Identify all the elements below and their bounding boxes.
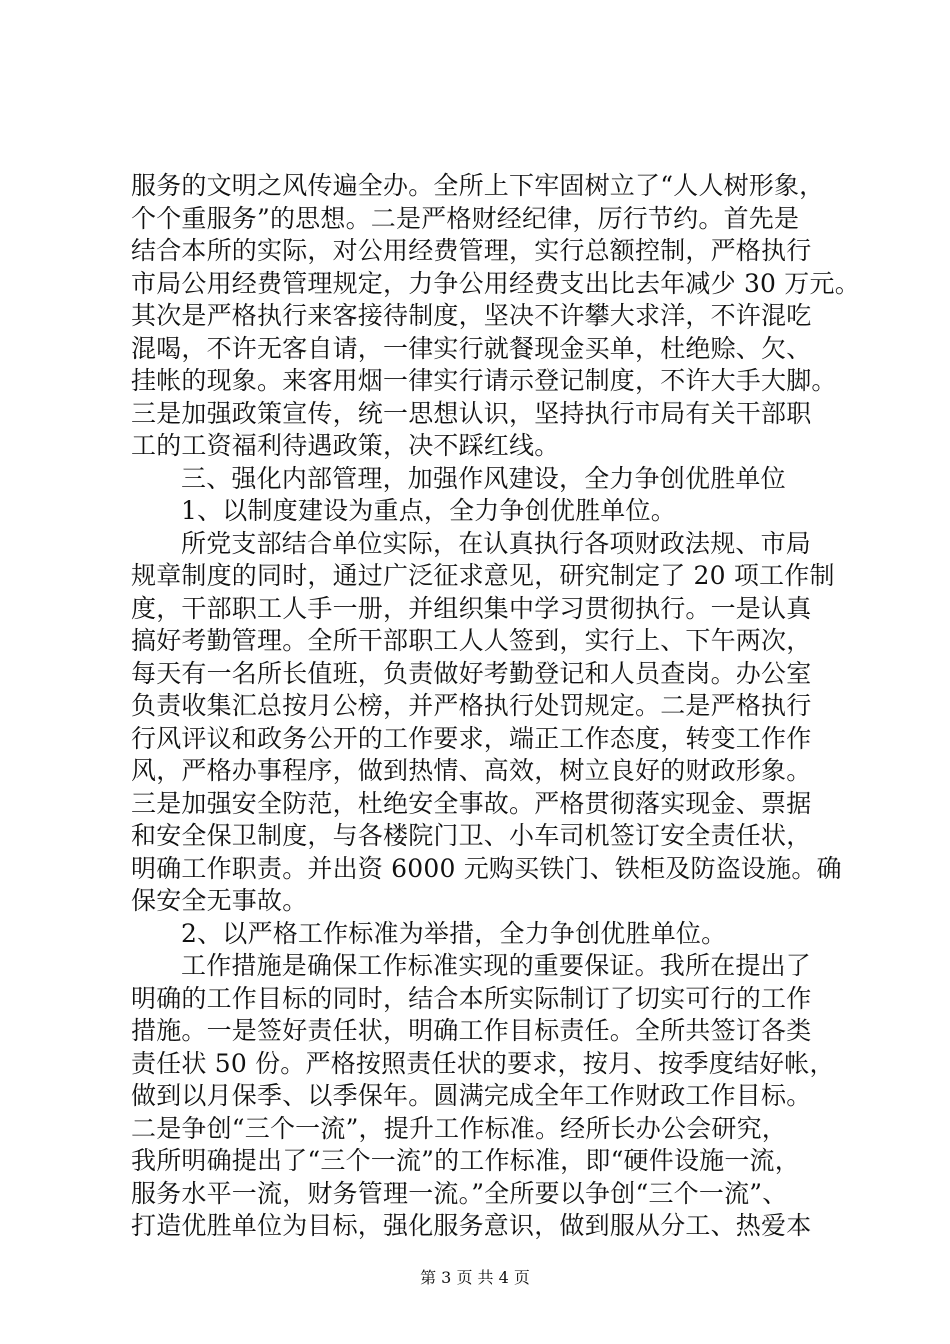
text-line: 混喝，不许无客自请，一律实行就餐现金买单，杜绝赊、欠、 <box>131 333 812 363</box>
page-number-footer: 第 3 页 共 4 页 <box>420 1268 530 1287</box>
text-line: 规章制度的同时，通过广泛征求意见，研究制定了 20 项工作制 <box>131 561 835 590</box>
text-line: 个个重服务”的思想。二是严格财经纪律，厉行节约。首先是 <box>131 203 800 233</box>
paragraph-start-line: 所党支部结合单位实际，在认真执行各项财政法规、市局 <box>181 528 812 558</box>
text-line: 明确工作职责。并出资 6000 元购买铁门、铁柜及防盗设施。确 <box>131 853 842 883</box>
text-line: 工的工资福利待遇政策，决不踩红线。 <box>131 431 560 460</box>
subsection-heading: 1、以制度建设为重点，全力争创优胜单位。 <box>181 496 676 525</box>
text-line: 服务水平一流，财务管理一流。”全所要以争创“三个一流”、 <box>131 1178 788 1208</box>
text-line: 保安全无事故。 <box>131 886 308 915</box>
text-line: 行风评议和政务公开的工作要求，端正工作态度，转变工作作 <box>131 723 812 753</box>
text-line: 我所明确提出了“三个一流”的工作标准，即“硬件设施一流， <box>131 1146 800 1175</box>
text-line: 市局公用经费管理规定，力争公用经费支出比去年减少 30 万元。 <box>131 268 860 298</box>
text-line: 度，干部职工人手一册，并组织集中学习贯彻执行。一是认真 <box>131 593 812 623</box>
section-heading: 三、强化内部管理，加强作风建设，全力争创优胜单位 <box>181 463 786 493</box>
text-line: 服务的文明之风传遍全办。全所上下牢固树立了“人人树形象， <box>131 171 825 200</box>
text-line: 责任状 50 份。严格按照责任状的要求，按月、按季度结好帐， <box>131 1048 835 1078</box>
text-line: 措施。一是签好责任状，明确工作目标责任。全所共签订各类 <box>131 1016 812 1045</box>
paragraph-start-line: 工作措施是确保工作标准实现的重要保证。我所在提出了 <box>181 951 812 980</box>
text-line: 三是加强政策宣传，统一思想认识，坚持执行市局有关干部职 <box>131 398 812 428</box>
text-line: 其次是严格执行来客接待制度，坚决不许攀大求洋，不许混吃 <box>131 301 812 330</box>
text-line: 挂帐的现象。来客用烟一律实行请示登记制度，不许大手大脚。 <box>131 366 837 395</box>
text-line: 做到以月保季、以季保年。圆满完成全年工作财政工作目标。 <box>131 1081 812 1110</box>
text-line: 和安全保卫制度，与各楼院门卫、小车司机签订安全责任状， <box>131 821 812 850</box>
text-line: 明确的工作目标的同时，结合本所实际制订了切实可行的工作 <box>131 983 812 1013</box>
subsection-heading: 2、以严格工作标准为举措，全力争创优胜单位。 <box>181 918 727 948</box>
text-line: 三是加强安全防范，杜绝安全事故。严格贯彻落实现金、票据 <box>131 788 812 818</box>
text-line: 搞好考勤管理。全所干部职工人人签到，实行上、下午两次， <box>131 626 812 655</box>
text-line: 负责收集汇总按月公榜，并严格执行处罚规定。二是严格执行 <box>131 691 812 720</box>
text-line: 风，严格办事程序，做到热情、高效，树立良好的财政形象。 <box>131 756 812 785</box>
text-line: 二是争创“三个一流”，提升工作标准。经所长办公会研究， <box>131 1113 787 1143</box>
document-body <box>131 170 860 1243</box>
text-line: 打造优胜单位为目标，强化服务意识，做到服从分工、热爱本 <box>131 1211 812 1240</box>
text-line: 结合本所的实际，对公用经费管理，实行总额控制，严格执行 <box>131 236 812 265</box>
text-line: 每天有一名所长值班，负责做好考勤登记和人员查岗。办公室 <box>131 658 812 688</box>
